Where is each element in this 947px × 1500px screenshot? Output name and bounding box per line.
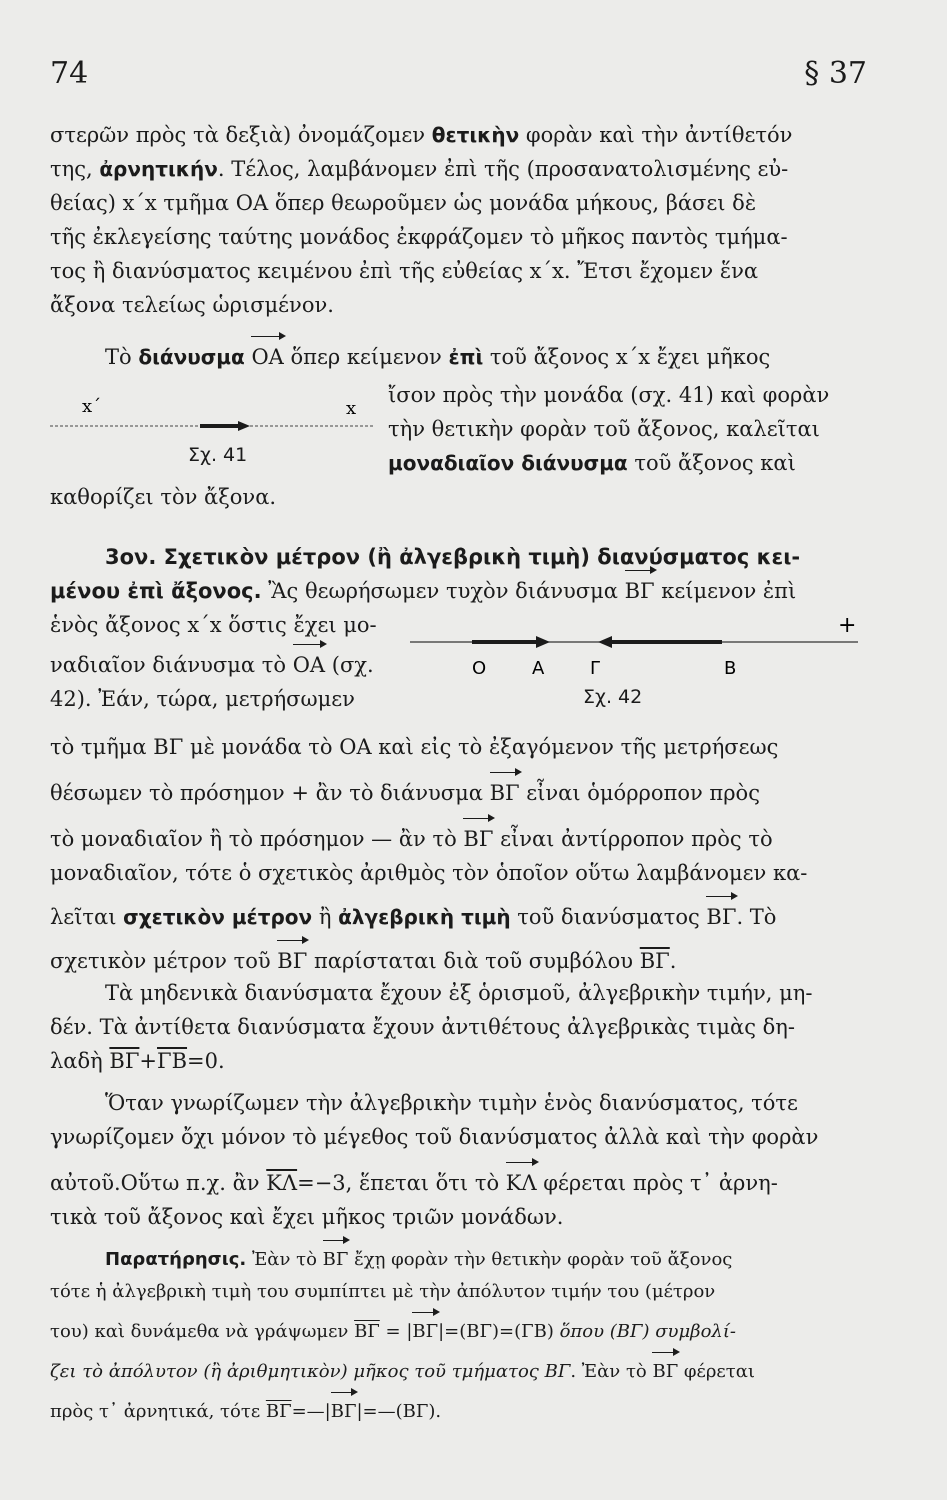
text-line: μοναδιαῖον διάνυσμα τοῦ ἄξονος καὶ: [388, 451, 796, 475]
algebraic-value-symbol: $\overline{B\Gamma}$: [109, 1049, 140, 1073]
algebraic-value-symbol: $\overline{K\Lambda}$: [266, 1171, 298, 1195]
paragraph-relative-measure: [50, 540, 870, 608]
remark-title: Παρατήρησις.: [105, 1249, 247, 1270]
page-number: 74: [50, 56, 89, 91]
arrow-head-left-icon: [598, 636, 612, 648]
text-line: τὸ μοναδιαῖον ἢ τὸ πρόσημον — ἂν τὸ ΒΓ εἶναι ἀντίρροπον πρὸς τὸ: [50, 822, 870, 856]
text-line: στερῶν πρὸς τὰ δεξιὰ) ὀνομάζομεν θετικὴν φορὰν καὶ τὴν ἀντίθετόν: [50, 123, 793, 147]
figure-42-axis: [410, 612, 870, 682]
paragraph-unit-vector-end: [50, 480, 870, 514]
text-line: καθορίζει τὸν ἄξονα.: [50, 485, 277, 509]
paragraph-relative-measure-cont: [50, 730, 870, 978]
text-line: ζει τὸ ἀπόλυτον (ἢ ἀριθμητικὸν) μῆκος τοῦ τμήματος ΒΓ. Ἐὰν τὸ ΒΓ φέρεται: [50, 1356, 870, 1388]
arrow-head-icon: [238, 421, 250, 431]
text-line: Ὅταν γνωρίζωμεν τὴν ἀλγεβρικὴν τιμὴν ἑνὸς διανύσματος, τότε: [105, 1091, 798, 1115]
text-line: της, ἀρνητικήν. Τέλος, λαμβάνομεν ἐπὶ τῆς (προσανατολισμένης εὐ-: [50, 157, 789, 181]
paragraph-known-value: [50, 1086, 870, 1234]
paragraph-intro: [50, 118, 870, 322]
paragraph-unit-vector: [50, 340, 870, 374]
point-label-a: Α: [532, 658, 545, 679]
vector-symbol: ΒΓ: [490, 776, 520, 810]
figure-41-caption: Σχ. 41: [188, 444, 248, 466]
paragraph-remark: [50, 1244, 870, 1428]
text-line: τὴν θετικὴν φορὰν τοῦ ἄξονος, καλεῖται: [388, 417, 820, 441]
text-line: του) καὶ δυνάμεθα νὰ γράψωμεν $\overline{B\Gamma} = |B\Gamma|=(B\Gamma)=(\Gamma B)$ ὅπου (ΒΓ) συμβολί-: [50, 1316, 870, 1348]
section-heading: 3ον. Σχετικὸν μέτρον (ἢ ἀλγεβρικὴ τιμὴ) διανύσματος κει-: [105, 545, 801, 569]
axis-label-x-prime: x΄: [82, 396, 102, 417]
vector-symbol: ΒΓ: [412, 1316, 438, 1348]
text-line: δέν. Τὰ ἀντίθετα διανύσματα ἔχουν ἀντιθέτους ἀλγεβρικὰς τιμὰς δη-: [50, 1015, 795, 1039]
text-line: 42). Ἐάν, τώρα, μετρήσωμεν: [50, 687, 355, 711]
vector-symbol: ΟΑ: [293, 648, 325, 682]
point-label-g: Γ: [590, 658, 601, 679]
text-line: ἑνὸς ἄξονος x΄x ὅστις ἔχει μο-: [50, 613, 377, 637]
text-line: θέσωμεν τὸ πρόσημον + ἂν τὸ διάνυσμα ΒΓ εἶναι ὁμόρροπον πρὸς: [50, 776, 870, 810]
algebraic-value-symbol: $\overline{\Gamma B}$: [157, 1049, 188, 1073]
text-line: θείας) x΄x τμῆμα ΟΑ ὅπερ θεωροῦμεν ὡς μονάδα μήκους, βάσει δὲ: [50, 191, 757, 215]
point-label-o: Ο: [472, 658, 487, 679]
text-line: αὐτοῦ.Οὕτω π.χ. ἂν $\overline{K\Lambda}=-3$, ἕπεται ὅτι τὸ ΚΛ φέρεται πρὸς τ᾽ ἀρνη-: [50, 1166, 870, 1200]
point-label-b: Β: [724, 658, 737, 679]
algebraic-value-symbol: $\overline{B\Gamma}$: [354, 1321, 380, 1342]
text-line: τος ἢ διανύσματος κειμένου ἐπὶ τῆς εὐθείας x΄x. Ἔτσι ἔχομεν ἕνα: [50, 259, 759, 283]
text-line: Τὸ διάνυσμα ΟΑ ὅπερ κείμενον ἐπὶ τοῦ ἄξονος x΄x ἔχει μῆκος: [50, 340, 870, 374]
text-line: σχετικὸν μέτρον τοῦ ΒΓ παρίσταται διὰ τοῦ συμβόλου $\overline{B\Gamma}$.: [50, 944, 870, 978]
algebraic-value-symbol: $\overline{B\Gamma}$: [265, 1401, 292, 1422]
paragraph-unit-vector-wrap: [388, 378, 870, 480]
text-line: λαδὴ $\overline{B\Gamma}+\overline{\Gamma B}=0$.: [50, 1049, 225, 1073]
arrow-head-right-icon: [536, 636, 550, 648]
vector-symbol: ΚΛ: [506, 1166, 537, 1200]
vector-symbol: ΒΓ: [463, 822, 493, 856]
vector-symbol: ΒΓ: [652, 1356, 678, 1388]
vector-symbol: ΒΓ: [331, 1396, 357, 1428]
text-line: μένου ἐπὶ ἄξονος. Ἂς θεωρήσωμεν τυχὸν διάνυσμα ΒΓ κείμενον ἐπὶ: [50, 574, 870, 608]
section-number: § 37: [804, 56, 867, 91]
vector-symbol: ΒΓ: [277, 944, 307, 978]
text-line: γνωρίζομεν ὄχι μόνον τὸ μέγεθος τοῦ διανύσματος ἀλλὰ καὶ τὴν φορὰν: [50, 1125, 819, 1149]
text-line: Τὰ μηδενικὰ διανύσματα ἔχουν ἐξ ὁρισμοῦ, ἀλγεβρικὴν τιμήν, μη-: [105, 981, 813, 1005]
text-line: ἄξονα τελείως ὡρισμένον.: [50, 293, 334, 317]
vector-symbol: ΟΑ: [251, 340, 283, 374]
vector-symbol: ΒΓ: [706, 900, 736, 934]
text-line: τὸ τμῆμα ΒΓ μὲ μονάδα τὸ ΟΑ καὶ εἰς τὸ ἐξαγόμενον τῆς μετρήσεως: [50, 735, 779, 759]
axis-label-x: x: [346, 398, 357, 419]
text-line: τικὰ τοῦ ἄξονος καὶ ἔχει μῆκος τριῶν μονάδων.: [50, 1205, 564, 1229]
figure-42-caption: Σχ. 42: [583, 686, 643, 708]
paragraph-relative-measure-wrap: [50, 608, 410, 716]
vector-symbol: ΒΓ: [323, 1244, 349, 1276]
text-line: Παρατήρησις. Ἐὰν τὸ ΒΓ ἔχῃ φορὰν τὴν θετικὴν φορὰν τοῦ ἄξονος: [50, 1244, 870, 1276]
paragraph-zero-vectors: [50, 976, 870, 1078]
text-line: τῆς ἐκλεγείσης ταύτης μονάδος ἐκφράζομεν τὸ μῆκος παντὸς τμήμα-: [50, 225, 788, 249]
algebraic-value-symbol: $\overline{B\Gamma}$: [639, 949, 670, 973]
figure-41-axis: [50, 390, 380, 440]
positive-sign-label: +: [838, 613, 857, 638]
vector-symbol: ΒΓ: [625, 574, 655, 608]
text-line: ἴσον πρὸς τὴν μονάδα (σχ. 41) καὶ φορὰν: [388, 383, 830, 407]
text-line: πρὸς τ᾽ ἀρνητικά, τότε $\overline{B\Gamma}=—|B\Gamma|=—(B\Gamma)$.: [50, 1396, 870, 1428]
text-line: μοναδιαῖον, τότε ὁ σχετικὸς ἀριθμὸς τὸν ὁποῖον οὕτω λαμβάνομεν κα-: [50, 861, 808, 885]
text-line: λεῖται σχετικὸν μέτρον ἢ ἀλγεβρικὴ τιμὴ τοῦ διανύσματος ΒΓ. Τὸ: [50, 900, 870, 934]
text-line: ναδιαῖον διάνυσμα τὸ ΟΑ (σχ.: [50, 648, 410, 682]
text-line: τότε ἡ ἀλγεβρικὴ τιμὴ του συμπίπτει μὲ τὴν ἀπόλυτον τιμήν του (μέτρον: [50, 1281, 716, 1302]
